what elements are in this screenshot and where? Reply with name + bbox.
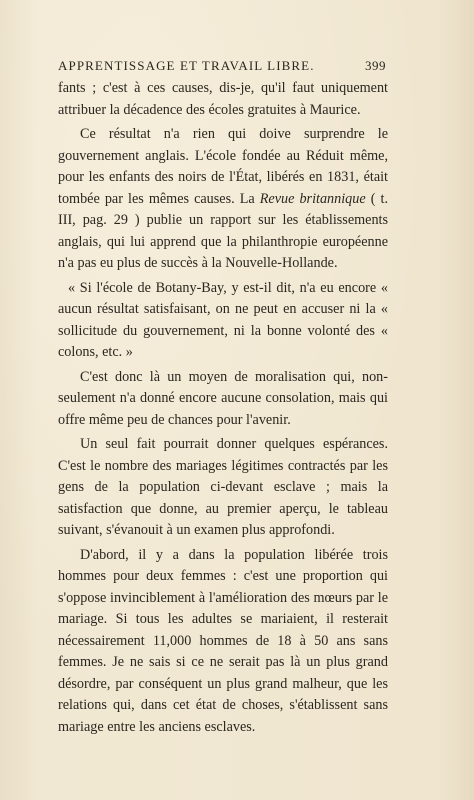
running-title: APPRENTISSAGE ET TRAVAIL LIBRE.	[58, 58, 315, 73]
paragraph-5: Un seul fait pourrait donner quelques espérances. C'est le nombre des mariages légitimes contractés par les gens de la population ci-devant esclave ; mais la satisfaction que donne, au premier aperçu, le tableau suivant, s'évanouit à un examen plus approfondi.	[58, 436, 388, 538]
paragraph-2	[58, 124, 388, 275]
page-body	[58, 78, 388, 741]
paragraph-6: D'abord, il y a dans la population libérée trois hommes pour deux femmes : c'est une proportion qui s'oppose invinciblement à l'amélioration des mœurs par le mariage. Si tous les adultes se mariaient, il resterait nécessairement 11,000 hommes de 18 à 50 ans sans femmes. Je ne sais si ce ne serait pas là un plus grand désordre, par conséquent un plus grand malheur, que les relations qui, dans cet état de choses, s'établissent sans mariage entre les anciens esclaves.	[58, 546, 388, 735]
paragraph-2-text-a: Ce résultat n'a rien qui doive surprendre le gouvernement anglais. L'école fondée au Réduit même, pour les enfants des noirs de l'État, libérés en 1831, était tombée par les mêmes causes. La	[58, 126, 388, 207]
paragraph-4: C'est donc là un moyen de moralisation qui, non-seulement n'a donné encore aucune consolation, mais qui offre même peu de chances pour l'avenir.	[58, 368, 388, 428]
paragraph-2-text-b: ( t. III, pag. 29 ) publie un rapport sur les établissements anglais, qui lui apprend que la philanthropie européenne n'a pas eu plus de succès à la Nouvelle-Hollande.	[58, 190, 388, 271]
paragraph-1: fants ; c'est à ces causes, dis-je, qu'il faut uniquement attribuer la décadence des écoles gratuites à Maurice.	[58, 80, 388, 118]
paragraph-3-quote: « Si l'école de Botany-Bay, y est-il dit, n'a eu encore « aucun résultat satisfaisant, on ne peut en accuser ni la « sollicitude du gouvernement, ni la bonne volonté des « colons, etc. »	[58, 279, 388, 360]
journal-title: Revue britannique	[259, 190, 366, 207]
page-number: 399	[365, 58, 386, 73]
